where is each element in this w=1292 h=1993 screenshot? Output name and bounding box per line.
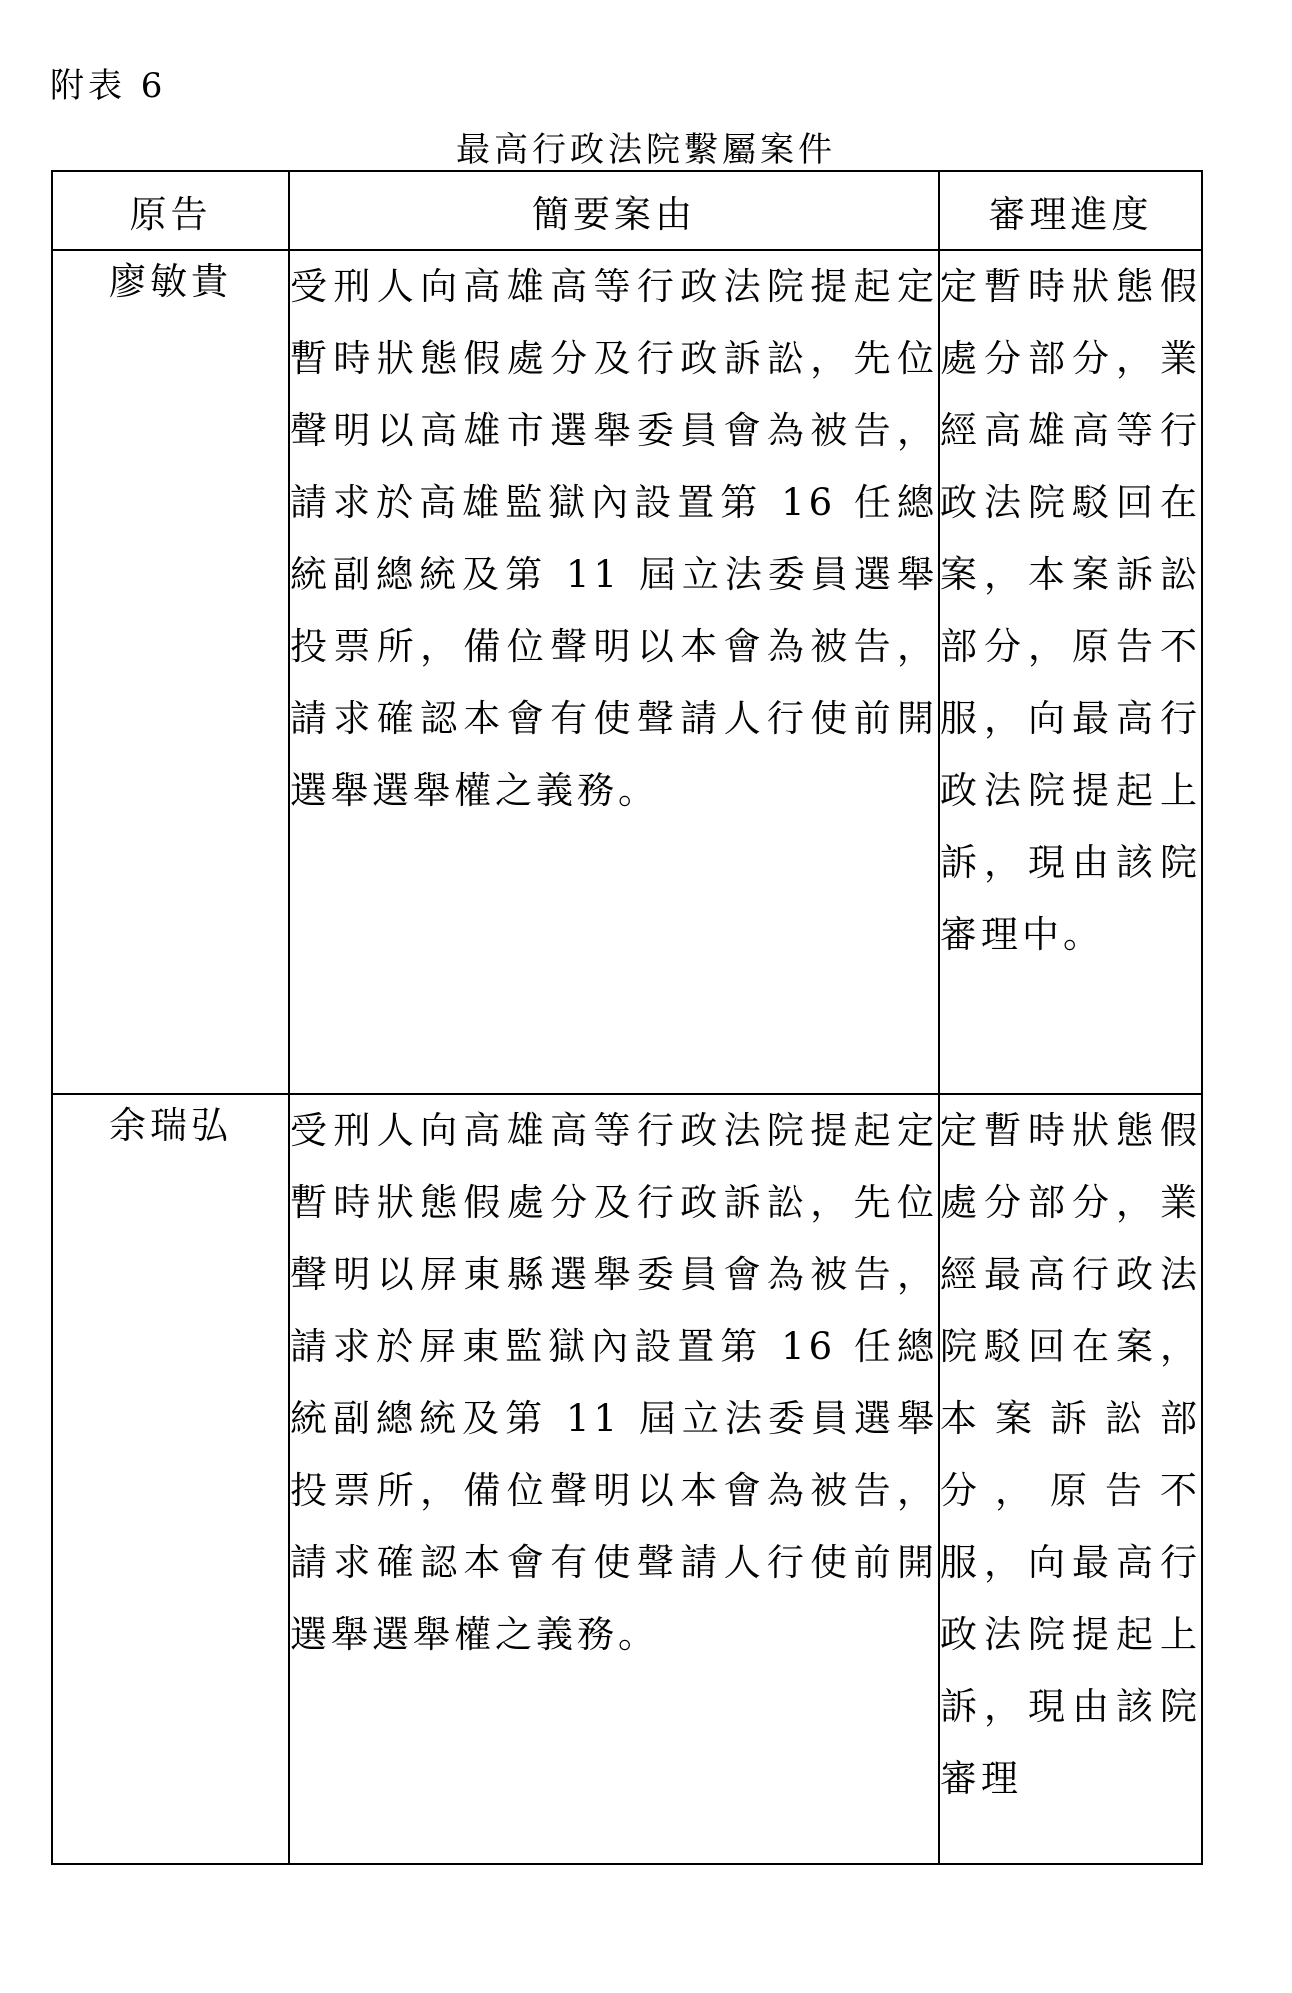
plaintiff-cell bbox=[52, 250, 289, 1094]
cases-table bbox=[51, 170, 1203, 1865]
plaintiff-name: 廖敏貴 bbox=[109, 260, 232, 303]
table-row bbox=[52, 250, 1202, 1094]
case-summary: 受刑人向高雄高等行政法院提起定暫時狀態假處分及行政訴訟，先位聲明以高雄市選舉委員會為被告，請求於高雄監獄內設置第 16 任總統副總統及第 11 屆立法委員選舉投票所，備位聲明以本會為被告，請求確認本會有使聲請人行使前開選舉選舉權之義務。 bbox=[290, 265, 938, 812]
document-title: 最高行政法院繫屬案件 bbox=[456, 130, 836, 170]
progress-cell bbox=[939, 1094, 1202, 1864]
summary-cell bbox=[289, 1094, 939, 1864]
header-plaintiff: 原告 bbox=[52, 171, 289, 250]
plaintiff-name: 余瑞弘 bbox=[109, 1104, 232, 1147]
header-summary: 簡要案由 bbox=[289, 171, 939, 250]
table-row bbox=[52, 1094, 1202, 1864]
case-summary: 受刑人向高雄高等行政法院提起定暫時狀態假處分及行政訴訟，先位聲明以屏東縣選舉委員會為被告，請求於屏東監獄內設置第 16 任總統副總統及第 11 屆立法委員選舉投票所，備位聲明以本會為被告，請求確認本會有使聲請人行使前開選舉選舉權之義務。 bbox=[290, 1109, 938, 1656]
appendix-label: 附表 6 bbox=[50, 66, 167, 106]
summary-cell bbox=[289, 250, 939, 1094]
case-progress: 定暫時狀態假處分部分，業經高雄高等行政法院駁回在案，本案訴訟部分，原告不服，向最高行政法院提起上訴，現由該院審理中。 bbox=[940, 265, 1201, 956]
table-header-row bbox=[52, 171, 1202, 250]
progress-cell bbox=[939, 250, 1202, 1094]
plaintiff-cell bbox=[52, 1094, 289, 1864]
case-progress: 定暫時狀態假處分部分，業經最高行政法院駁回在案，本案訴訟部分，原告不服，向最高行政法院提起上訴，現由該院審理 bbox=[940, 1109, 1201, 1800]
header-progress: 審理進度 bbox=[939, 171, 1202, 250]
